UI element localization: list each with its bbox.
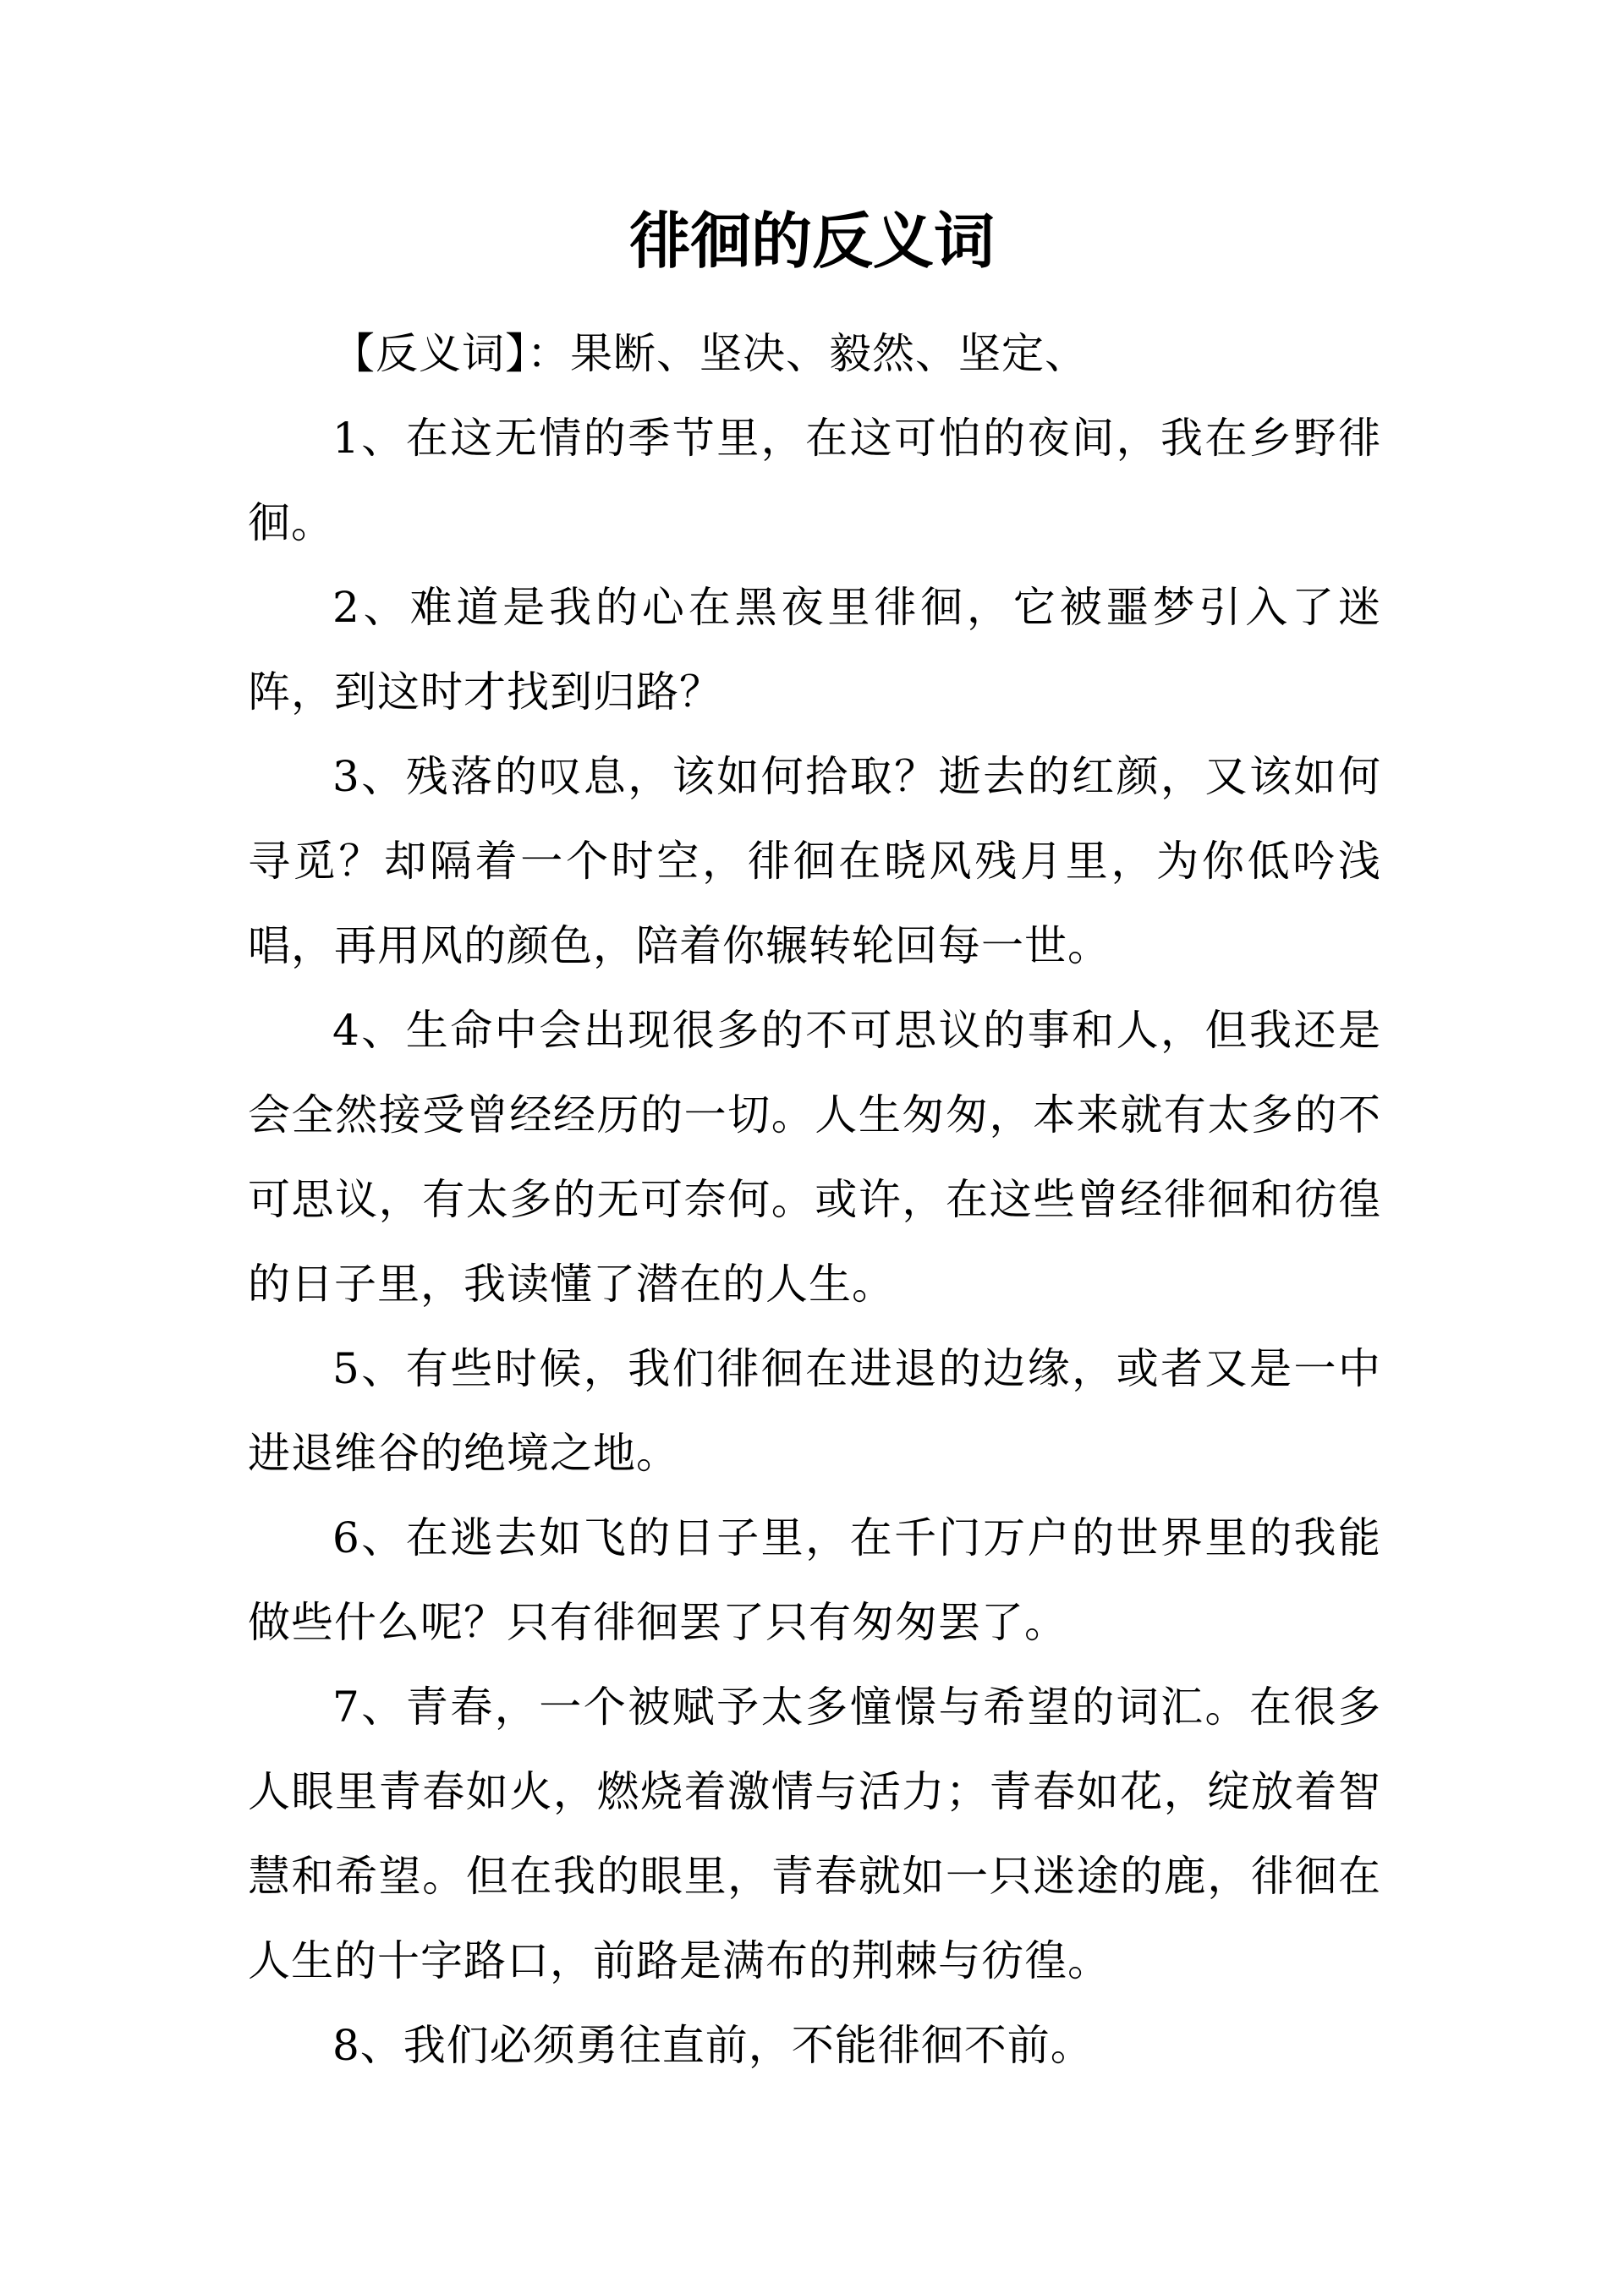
example-sentence-8: 8、我们必须勇往直前，不能徘徊不前。	[332, 2021, 1094, 2070]
example-sentence-5: 5、有些时候，我们徘徊在进退的边缘，或者又是一中进退维谷的绝境之地。	[248, 1344, 1381, 1478]
example-sentence-1: 1、在这无情的季节里，在这可怕的夜间，我在乡野徘徊。	[248, 414, 1381, 547]
antonym-list-paragraph: 【反义词】：果断、坚决、毅然、坚定、	[332, 329, 1088, 378]
example-sentence-4: 4、生命中会出现很多的不可思议的事和人，但我还是会全然接受曾经经历的一切。人生匆匆，本来就有太多的不可思议，有太多的无可奈何。或许，在这些曾经徘徊和彷徨的日子里，我读懂了潜在的人生。	[248, 1006, 1381, 1309]
example-sentence-6: 6、在逃去如飞的日子里，在千门万户的世界里的我能做些什么呢？只有徘徊罢了只有匆匆罢了。	[248, 1513, 1381, 1647]
example-sentence-3: 3、残落的叹息，该如何拾取？逝去的红颜，又该如何寻觅？却隔着一个时空，徘徊在晓风残月里，为你低吟浅唱，再用风的颜色，陪着你辗转轮回每一世。	[248, 752, 1381, 970]
example-sentence-7: 7、青春，一个被赋予太多憧憬与希望的词汇。在很多人眼里青春如火，燃烧着激情与活力；青春如花，绽放着智慧和希望。但在我的眼里，青春就如一只迷途的鹿，徘徊在人生的十字路口，前路是满布的荆棘与彷徨。	[248, 1683, 1381, 1985]
document-body	[248, 311, 1381, 2088]
document-title: 徘徊的反义词	[628, 206, 995, 277]
example-sentence-2: 2、难道是我的心在黑夜里徘徊，它被噩梦引入了迷阵，到这时才找到归路？	[248, 583, 1381, 717]
